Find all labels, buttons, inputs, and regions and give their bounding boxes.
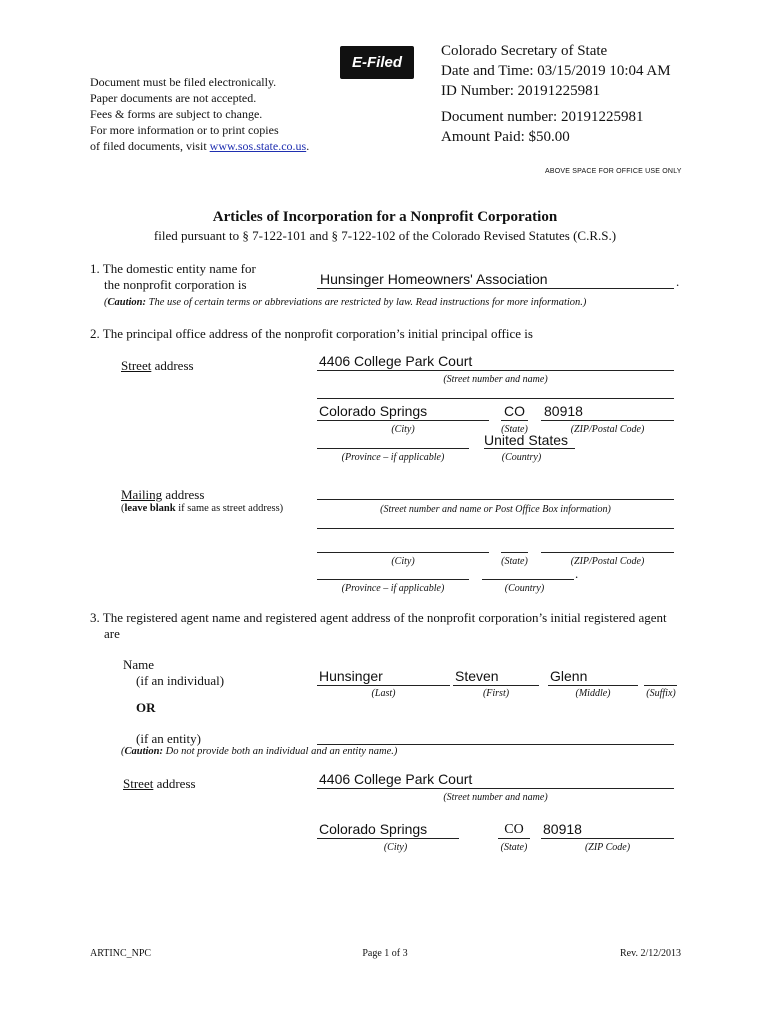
agent-first-name-field[interactable]: Steven — [453, 668, 539, 686]
document-number: Document number: 20191225981 — [441, 109, 644, 125]
agent-entity-label: (if an entity) — [136, 731, 201, 746]
entity-name-caution: (Caution: The use of certain terms or abbreviations are restricted by law. Read instructions for more information.) — [104, 297, 587, 308]
principal-zip-field[interactable]: 80918 — [541, 403, 674, 421]
or-label: OR — [136, 700, 156, 715]
section-1-label: 1. The domestic entity name for the nonprofit corporation is — [90, 261, 256, 292]
agent-entity-name-field[interactable] — [317, 732, 674, 745]
filing-stamp — [441, 41, 671, 147]
form-subtitle: filed pursuant to § 7-122-101 and § 7-122-102 of the Colorado Revised Statutes (C.R.S.) — [153, 228, 617, 243]
principal-province-field[interactable] — [317, 436, 469, 449]
mailing-address-label: Mailing address — [121, 487, 205, 502]
form-title: Articles of Incorporation for a Nonprofit Corporation — [212, 209, 558, 225]
agent-name-caution: (Caution: Do not provide both an individual and an entity name.) — [121, 746, 398, 757]
document-page: Document must be filed electronically. Paper documents are not accepted. Fees & forms are subject to change. For more information or to print copies of filed documents, visit www.sos.state.co.us. E-Filed Colorado Secretary of State Date and Time: 03/15/2019 10:04 AM ID Number: 20191225981 Document number: 20191225981 Amount Paid: $50.00 ABOVE SPACE FOR OFFICE USE ONLY Articles of Incorporation for a Nonprofit Corporation filed pursuant to § 7-122-101 and § 7-122-102 of the Colorado Revised Statutes (C.R.S.) 1. The domestic entity name for the nonprofit corporation is Hunsinger Homeowners' Association . (Caution: The use of certain terms or abbreviations are restricted by law. Read instructions for more information.) 2. The principal office address of the nonprofit corporation’s initial principal office is Street address 4406 College Park Court (Street number and name) Colorado Springs CO 80918 (City) (State) (ZIP/Postal Code) United States (Province – if applicable) (Country) Mailing address (leave blank if same as street address) (Street number and name or Post Office Box information) (City) (State) (ZIP/Postal Code) . (Province – if applicable) (Country) 3. The registered agent name and registered agent address of the nonprofit corporation’s initial registered agent are Name (if an individual) Hunsinger Steven Glenn (Last) (First) (Middle) (Suffix) OR (if an entity) (Caution: Do not provide both an individual and an entity name.) Street address 4406 College Park Court (Street number and name) Colorado Springs CO 80918 (City) (State) (ZIP Code) ARTINC_NPC Page 1 of 3 Rev. 2/12/2013 — [0, 0, 770, 1024]
agent-name-label: Name (if an individual) — [123, 657, 225, 688]
mailing-street-line-2[interactable] — [317, 516, 674, 529]
agent-zip-field[interactable]: 80918 — [541, 821, 674, 839]
principal-country-field[interactable]: United States — [484, 432, 575, 449]
section-3-heading: 3. The registered agent name and registered agent address of the nonprofit corporation’s initial registered agent are — [90, 610, 667, 641]
mailing-street-field[interactable] — [317, 487, 674, 500]
principal-state-field[interactable]: CO — [501, 403, 528, 421]
notice-line: Fees & forms are subject to change. — [90, 107, 263, 121]
agent-suffix-field[interactable] — [644, 673, 677, 686]
page-number: Page 1 of 3 — [362, 948, 408, 959]
form-code: ARTINC_NPC — [90, 948, 152, 959]
filing-datetime: Date and Time: 03/15/2019 10:04 AM — [441, 63, 671, 79]
efiled-stamp-logo: E-Filed — [340, 46, 414, 79]
agent-city-field[interactable]: Colorado Springs — [317, 821, 459, 839]
agent-street-label: Street address — [123, 776, 196, 791]
mailing-zip-field[interactable] — [541, 540, 674, 553]
mailing-address-note: (leave blank if same as street address) — [121, 503, 284, 514]
mailing-province-field[interactable] — [317, 567, 469, 580]
entity-name-field[interactable]: Hunsinger Homeowners' Association — [317, 271, 674, 289]
sos-website-link[interactable]: www.sos.state.co.us — [209, 139, 307, 153]
mailing-country-field[interactable] — [482, 567, 574, 580]
notice-line: Document must be filed electronically. — [90, 75, 277, 89]
notice-line: of filed documents, visit www.sos.state.co.us. — [90, 139, 310, 153]
notice-line: Paper documents are not accepted. — [90, 91, 257, 105]
agent-last-name-field[interactable]: Hunsinger — [317, 668, 450, 686]
street-address-label: Street address — [121, 358, 194, 373]
principal-city-field[interactable]: Colorado Springs — [317, 403, 489, 421]
office-use-label: ABOVE SPACE FOR OFFICE USE ONLY — [545, 168, 682, 175]
agent-state-field[interactable]: CO — [498, 822, 530, 839]
agent-street-field[interactable]: 4406 College Park Court — [317, 771, 674, 789]
principal-street-field[interactable]: 4406 College Park Court — [317, 353, 674, 371]
notice-line: For more information or to print copies — [90, 123, 279, 137]
section-2-heading: 2. The principal office address of the nonprofit corporation’s initial principal office is — [90, 326, 533, 341]
id-number: ID Number: 20191225981 — [441, 83, 601, 99]
principal-street-line-2[interactable] — [317, 386, 674, 399]
mailing-city-field[interactable] — [317, 540, 489, 553]
mailing-state-field[interactable] — [501, 540, 528, 553]
filing-notice — [90, 74, 309, 154]
agent-middle-name-field[interactable]: Glenn — [548, 668, 638, 686]
revision-date: Rev. 2/12/2013 — [619, 948, 681, 959]
office-name: Colorado Secretary of State — [441, 43, 608, 59]
amount-paid: Amount Paid: $50.00 — [441, 129, 570, 145]
